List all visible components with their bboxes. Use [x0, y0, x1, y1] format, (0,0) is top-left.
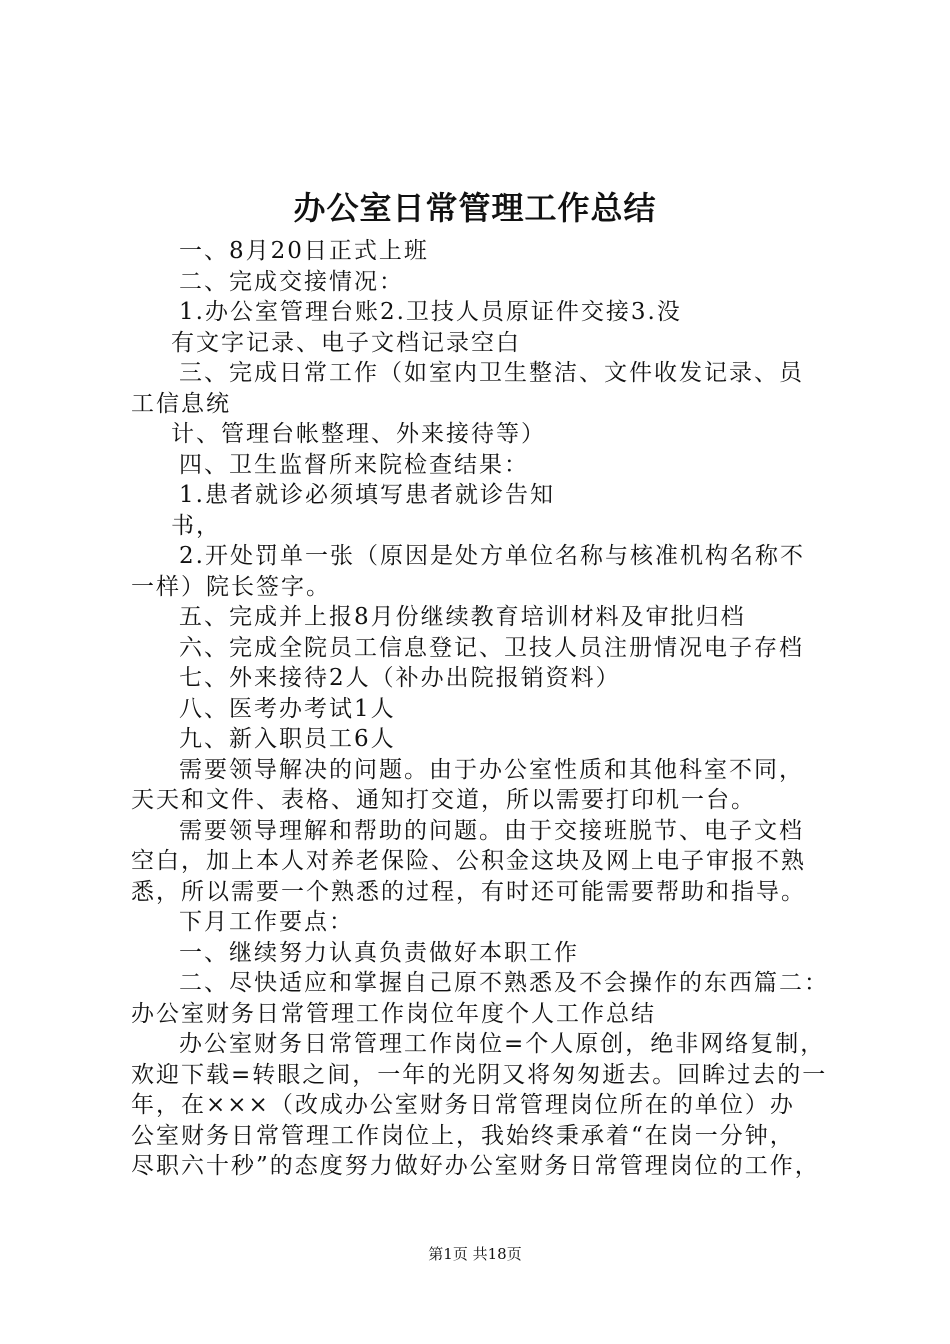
paragraph-line: 尽职六十秒”的态度努力做好办公室财务日常管理岗位的工作， — [131, 1153, 820, 1179]
paragraph-line: 六、完成全院员工信息登记、卫技人员注册情况电子存档 — [179, 634, 804, 661]
document-title: 办公室日常管理工作总结 — [293, 189, 657, 227]
paragraph-line: 七、外来接待2人（补办出院报销资料） — [179, 665, 621, 691]
paragraph-line: 五、完成并上报8月份继续教育培训材料及审批归档 — [179, 604, 746, 630]
page-number-footer: 第1页 共18页 — [428, 1245, 522, 1263]
paragraph-line: 1.办公室管理台账2.卫技人员原证件交接3.没 — [179, 299, 682, 325]
paragraph-line: 九、新入职员工6人 — [179, 726, 396, 752]
paragraph-line: 一样）院长签字。 — [131, 573, 331, 600]
paragraph-line: 办公室财务日常管理工作岗位=个人原创，绝非网络复制， — [179, 1031, 826, 1057]
paragraph-line: 1.患者就诊必须填写患者就诊告知 — [179, 482, 555, 508]
paragraph-line: 一、8月20日正式上班 — [179, 238, 429, 264]
paragraph-line: 年，在×××（改成办公室财务日常管理岗位所在的单位）办 — [131, 1092, 795, 1118]
paragraph-line: 2.开处罚单一张（原因是处方单位名称与核准机构名称不 — [179, 543, 805, 569]
paragraph-line: 悉，所以需要一个熟悉的过程，有时还可能需要帮助和指导。 — [131, 878, 806, 905]
paragraph-line: 需要领导理解和帮助的问题。由于交接班脱节、电子文档 — [179, 817, 804, 844]
paragraph-line: 八、医考办考试1人 — [179, 695, 396, 722]
paragraph-line: 书， — [171, 512, 221, 539]
paragraph-line: 有文字记录、电子文档记录空白 — [171, 329, 521, 356]
paragraph-line: 三、完成日常工作（如室内卫生整洁、文件收发记录、员 — [179, 360, 804, 386]
paragraph-line: 一、继续努力认真负责做好本职工作 — [179, 939, 579, 966]
paragraph-line: 工信息统 — [131, 390, 231, 417]
paragraph-line: 四、卫生监督所来院检查结果： — [179, 451, 529, 478]
paragraph-line: 办公室财务日常管理工作岗位年度个人工作总结 — [131, 1000, 656, 1027]
document-body — [131, 236, 831, 1182]
paragraph-line: 欢迎下载=转眼之间，一年的光阴又将匆匆逝去。回眸过去的一 — [131, 1061, 828, 1088]
paragraph-line: 二、尽快适应和掌握自己原不熟悉及不会操作的东西篇二： — [179, 970, 829, 996]
paragraph-line: 二、完成交接情况： — [179, 268, 404, 295]
paragraph-line: 天天和文件、表格、通知打交道，所以需要打印机一台。 — [131, 787, 756, 813]
paragraph-line: 下月工作要点： — [179, 909, 354, 935]
paragraph-line: 空白，加上本人对养老保险、公积金这块及网上电子审报不熟 — [131, 848, 806, 874]
paragraph-line: 计、管理台帐整理、外来接待等） — [171, 421, 546, 447]
paragraph-line: 公室财务日常管理工作岗位上，我始终秉承着“在岗一分钟， — [131, 1122, 795, 1149]
paragraph-line: 需要领导解决的问题。由于办公室性质和其他科室不同， — [179, 756, 804, 783]
